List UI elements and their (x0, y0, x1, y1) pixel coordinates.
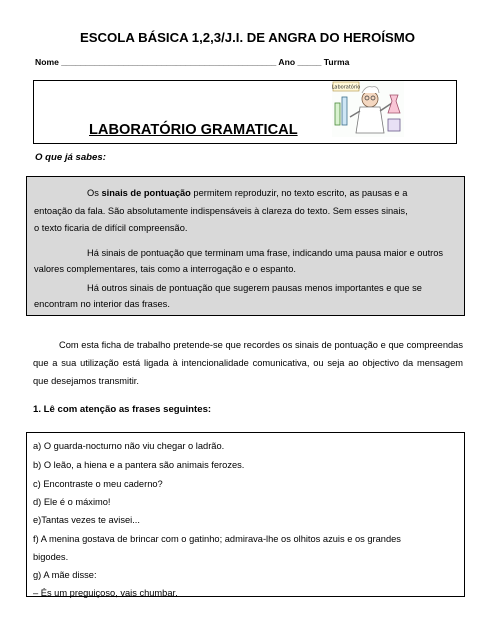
info-paragraph-1-line-2: entoação da fala. São absolutamente indispensáveis à clareza do texto. Sem esses sinais, (34, 206, 408, 216)
exercise-title: 1. Lê com atenção as frases seguintes: (33, 404, 212, 415)
phrase-line-a: a) O guarda-nocturno não viu chegar o ladrão. (33, 441, 225, 451)
info-paragraph-2-line-2: valores complementares, tais como a interrogação e o espanto. (34, 264, 297, 274)
info-p1-end: permitem reproduzir, no texto escrito, as pausas e a (190, 188, 408, 198)
info-paragraph-1-line-1 (87, 185, 407, 202)
phrase-line-f: f) A menina gostava de brincar com o gatinho; admirava-lhe os olhitos azuis e os grandes (33, 534, 401, 544)
phrase-line-f-continued: bigodes. (33, 552, 69, 562)
info-paragraph-3-line-1: Há outros sinais de pontuação que sugerem pausas menos importantes e que se (87, 283, 422, 293)
intro-paragraph: Com esta ficha de trabalho pretende-se que recordes os sinais de pontuação e que compreendas que a sua utilização está ligada à intencionalidade comunicativa, ou seja ao objectivo da mensagem que desejamos transmitir. (33, 340, 463, 386)
phrase-line-g: g) A mãe disse: (33, 570, 97, 580)
phrase-line-d: d) Ele é o máximo! (33, 497, 111, 507)
section-label-what-you-know: O que já sabes: (35, 152, 106, 163)
page-title: LABORATÓRIO GRAMATICAL (89, 122, 298, 138)
laboratory-illustration (332, 81, 404, 137)
phrase-line-c: c) Encontraste o meu caderno? (33, 479, 163, 489)
phrase-line-e: e)Tantas vezes te avisei... (33, 515, 140, 525)
info-p1-start: Os (87, 188, 102, 198)
info-paragraph-2-line-1: Há sinais de pontuação que terminam uma frase, indicando uma pausa maior e outros (87, 248, 444, 258)
info-p1-bold: sinais de pontuação (101, 188, 191, 198)
info-paragraph-1-line-3: o texto ficaria de difícil compreensão. (34, 223, 188, 233)
info-paragraph-3-line-2: encontram no interior das frases. (34, 299, 170, 309)
sign-board (332, 82, 360, 91)
phrase-line-b: b) O leão, a hiena e a pantera são animais ferozes. (33, 460, 245, 470)
phrase-line-g-dialogue: – És um preguiçoso, vais chumbar. (33, 588, 178, 598)
name-year-class-line: Nome _____________________________________________ Ano _____ Turma (35, 57, 350, 67)
svg-text:Laboratório: Laboratório (332, 84, 361, 91)
info-box (26, 176, 465, 316)
school-header: ESCOLA BÁSICA 1,2,3/J.I. DE ANGRA DO HEROÍSMO (79, 30, 416, 45)
